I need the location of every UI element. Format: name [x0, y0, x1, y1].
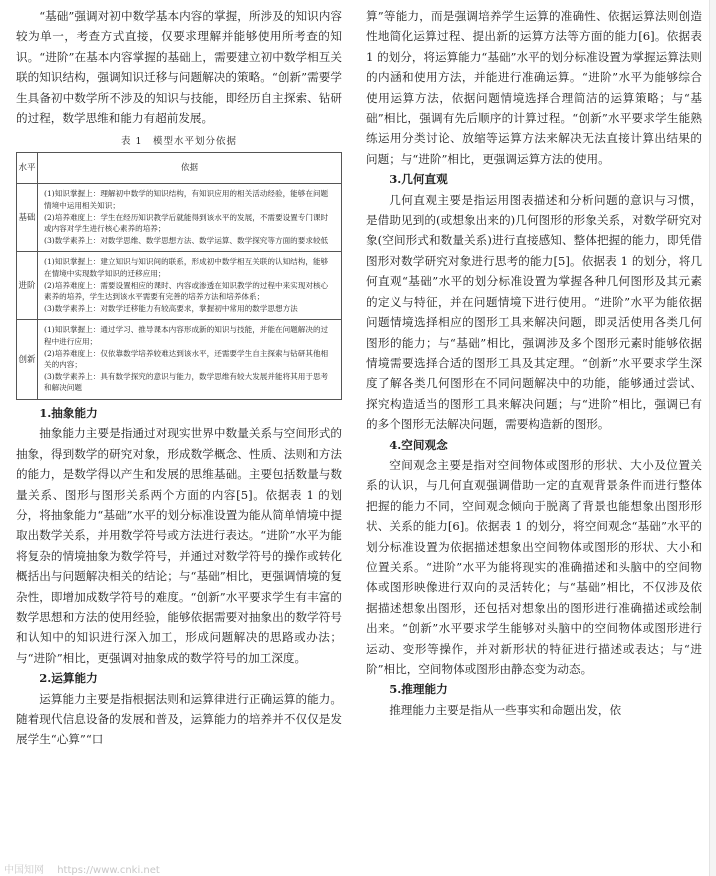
criteria-item: (1)知识掌握上：理解初中数学的知识结构，有知识应用的相关活动经验，能够在问题情境中运用相关知识； [44, 189, 329, 211]
watermark-brand: 中国知网 [4, 865, 44, 876]
section-heading-abstraction: 1.抽象能力 [39, 405, 98, 420]
criteria-item: (3)数学素养上：对数学迁移能力有较高要求，掌握初中常用的数学思想方法 [44, 303, 298, 313]
space-paragraph: 空间观念主要是指对空间物体或图形的形状、大小及位置关系的认识，与几何直观强调借助一定的直观背景条件而进行整体把握的能力不同，空间观念倾向于脱离了背景也能想象出图形形状、关系的能力[6]。依据表 1 的划分，将空间观念“基础”水平的划分标准设置为依据描述想象出空间物体或图形的形状、大小和位置关系。“进阶”水平为能将现实的准确描述和头脑中的空间物体或图形映像进行双向的灵活转化；与“基础”相比，不仅涉及依据描述想象出图形，还包括对想象出的图形进行准确描述或绘制出来。“创新”水平要求学生能够对头脑中的空间物体或图形进行运动、变形等操作，并对新形状的特征进行描述或表达；与“进阶”相比，空间物体或图形由静态变为动态。 [366, 457, 702, 676]
geometry-paragraph: 几何直观主要是指运用图表描述和分析问题的意识与习惯，是借助见到的(或想象出来的)几何图形的形象关系，对数学研究对象(空间形式和数量关系)进行直接感知、整体把握的能力，即凭借图形对数学研究对象进行思考的能力[5]。依据表 1 的划分，将几何直观“基础”水平的划分标准设置为掌握各种几何图形及其元素的定义与特征，并在问题情境下进行使用。“进阶”水平为能依据问题情境选择相应的图形工具来解决问题，即灵活使用各类几何图形的能力；与“基础”相比，强调涉及多个图形元素时能够依据情境需要选择合适的图形工具及其定理。“创新”水平要求学生深度了解各类几何图形在不同问题解决中的功能，能够通过尝试、探究构造适当的图形工具来解决问题；与“进阶”相比，强调已有的多个图形无法解决问题，需要构造新的图形。 [366, 192, 702, 432]
operation-continued-paragraph: 算”等能力，而是强调培养学生运算的准确性、依据运算法则创造性地简化运算过程、提出新的运算方法等方面的能力[6]。依据表 1 的划分，将运算能力“基础”水平的划分标准设置为掌握运算法则的内涵和使用方法，并能进行准确运算。“进阶”水平为能够综合使用运算方法，依据问题情境选择合理简洁的运算策略；与“基础”相比，强调有先后顺序的计算过程。“创新”水平要求学生能熟练运用分类讨论、放缩等运算方法来解决无法直接计算出结果的问题；与“进阶”相比，更强调运算方法的使用。 [366, 9, 702, 166]
abstraction-paragraph: 抽象能力主要是指通过对现实世界中数量关系与空间形式的抽象，得到数学的研究对象，形成数学概念、性质、法则和方法的能力，是数学得以产生和发展的思维基础。主要包括数量与数量关系、图形与图形关系两个方面的内容[5]。依据表 1 的划分，将抽象能力“基础”水平的划分标准设置为能从简单情境中提取出数学关系，并用数学符号或方法进行表达。“进阶”水平为能将复杂的情境抽象为数学符号，并通过对数学符号的操作或转化概括出与问题解决相关的结论；与“基础”相比，更强调情境的复杂性，即增加成数学符号的难度。“创新”水平要求学生有丰富的数学思想和方法的使用经验，能够依据需要对抽象出的数学符号和认知中的知识进行深入加工，形成问题解决的思路或办法；与“进阶”相比，更强调对抽象成的数学符号的加工深度。 [16, 426, 342, 665]
page-edge [709, 0, 716, 876]
basis-cell [38, 320, 342, 400]
section-heading-geometry: 3.几何直观 [389, 172, 448, 187]
operation-paragraph: 运算能力主要是指根据法则和运算律进行正确运算的能力。随着现代信息设备的发展和普及，运算能力的培养并不仅仅是发展学生“心算”“口 [16, 691, 342, 747]
table-row [17, 320, 342, 400]
watermark-url: https://www.cnki.net [57, 865, 160, 876]
level-cell: 基础 [17, 184, 38, 252]
reasoning-paragraph: 推理能力主要是指从一些事实和命题出发，依 [389, 702, 622, 717]
level-criteria-table [16, 152, 342, 400]
criteria-item: (2)培养难度上：仅依靠数学培养较难达到该水平，还需要学生自主探索与钻研其他相关的内容； [44, 348, 329, 370]
criteria-item: (2)培养难度上：需要设置相应的课时、内容或渗透在知识教学的过程中来实现对核心素养的培养，学生达到该水平需要有完善的培养方法和培养体系； [44, 280, 329, 302]
table-header-level: 水平 [17, 153, 38, 184]
criteria-item: (2)培养难度上：学生在经历知识教学后就能得到该水平的发展，不需要设置专门课时或内容对学生进行核心素养的培养； [44, 212, 329, 234]
criteria-item: (1)知识掌握上：通过学习、推导课本内容形成新的知识与技能，并能在问题解决的过程中进行应用； [44, 325, 329, 346]
basis-cell [38, 252, 342, 320]
criteria-item: (3)数学素养上：对数学思维、数学思想方法、数学运算、数学探究等方面的要求较低 [44, 235, 329, 245]
criteria-item: (3)数学素养上：具有数学探究的意识与能力，数学思维有较大发展并能将其用于思考和解决问题 [44, 371, 329, 393]
level-cell: 创新 [17, 320, 38, 400]
intro-paragraph: “基础”强调对初中数学基本内容的掌握，所涉及的知识内容较为单一，考查方式直接，仅要求理解并能够使用所考查的知识。“进阶”在基本内容掌握的基础上，需要建立初中数学相互关联的知识结构，强调知识迁移与问题解决的策略。“创新”需要学生具备初中数学所不涉及的知识与技能，即经历自主探索、钻研的过程，数学思维和能力有超前发展。 [16, 9, 342, 126]
table-caption: 表 1 模型水平划分依据 [120, 136, 238, 148]
basis-cell [38, 184, 342, 252]
table-row [17, 252, 342, 320]
table-row [17, 184, 342, 252]
section-heading-operation: 2.运算能力 [39, 671, 98, 686]
left-column [16, 6, 342, 750]
table-header-basis: 依据 [38, 153, 342, 184]
level-cell: 进阶 [17, 252, 38, 320]
section-heading-space: 4.空间观念 [389, 437, 448, 452]
criteria-item: (1)知识掌握上：建立知识与知识间的联系，形成初中数学相互关联的认知结构，能够在情境中实现数学知识的迁移应用； [44, 257, 329, 278]
section-heading-reasoning: 5.推理能力 [389, 682, 448, 697]
right-column [366, 6, 702, 720]
cnki-watermark [4, 861, 170, 876]
